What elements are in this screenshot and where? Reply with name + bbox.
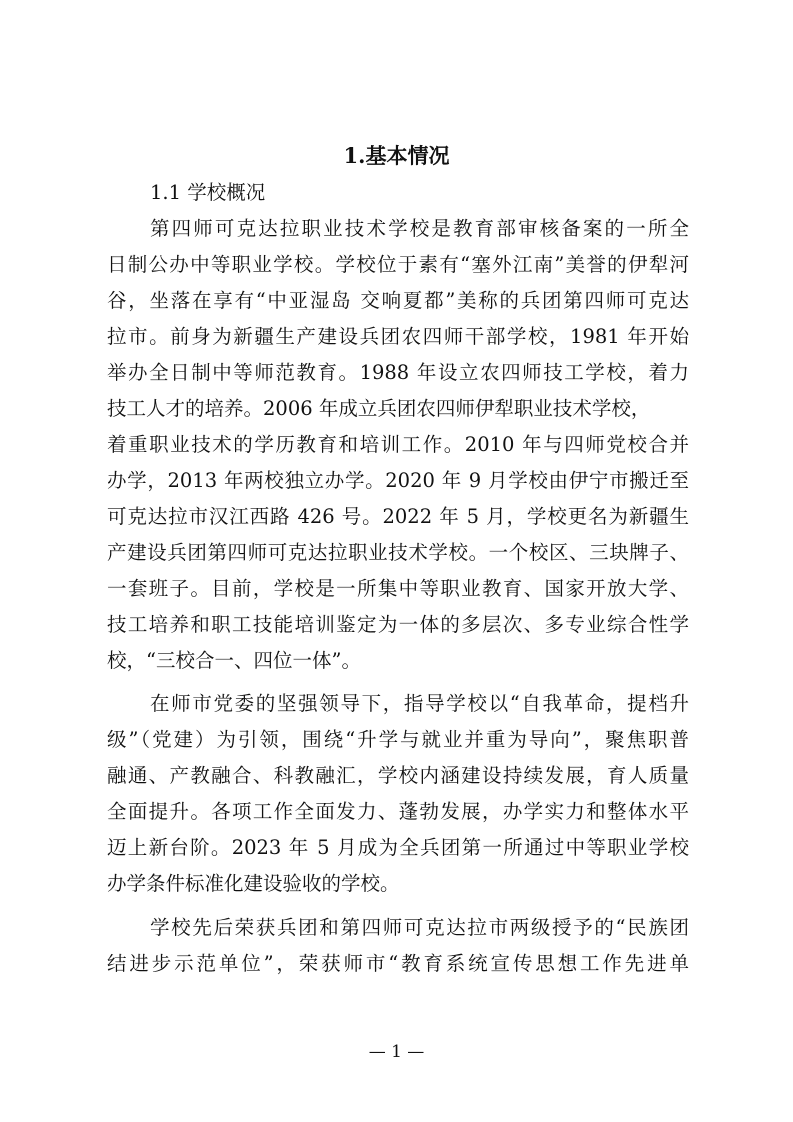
paragraph-2-line-4: 全面提升。各项工作全面发力、蓬勃发展，办学实力和整体水平 bbox=[107, 800, 689, 823]
paragraph-1-line-2: 日制公办中等职业学校。学校位于素有“塞外江南”美誉的伊犁河 bbox=[107, 253, 689, 276]
paragraph-1-line-9: 可克达拉市汉江西路 426 号。2022 年 5 月，学校更名为新疆生 bbox=[107, 505, 689, 528]
paragraph-3-line-2: 结进步示范单位”，荣获师市“教育系统宣传思想工作先进单 bbox=[107, 952, 689, 975]
paragraph-1-line-8: 办学，2013 年两校独立办学。2020 年 9 月学校由伊宁市搬迁至 bbox=[107, 469, 689, 492]
paragraph-1-line-11: 一套班子。目前，学校是一所集中等职业教育、国家开放大学、 bbox=[107, 577, 689, 600]
paragraph-2-line-1: 在师市党委的坚强领导下，指导学校以“自我革命，提档升 bbox=[150, 692, 689, 715]
paragraph-1-line-6: 技工人才的培养。2006 年成立兵团农四师伊犁职业技术学校， bbox=[107, 397, 651, 420]
paragraph-1-line-13: 校，“三校合一、四位一体”。 bbox=[107, 649, 361, 672]
paragraph-2-line-6: 办学条件标准化建设验收的学校。 bbox=[107, 872, 400, 895]
paragraph-1-line-5: 举办全日制中等师范教育。1988 年设立农四师技工学校，着力 bbox=[107, 361, 689, 384]
paragraph-1-line-3: 谷，坐落在享有“中亚湿岛 交响夏都”美称的兵团第四师可克达 bbox=[107, 289, 689, 312]
paragraph-1-line-1: 第四师可克达拉职业技术学校是教育部审核备案的一所全 bbox=[150, 217, 689, 240]
paragraph-2-line-3: 融通、产教融合、科教融汇，学校内涵建设持续发展，育人质量 bbox=[107, 764, 689, 787]
paragraph-1-line-10: 产建设兵团第四师可克达拉职业技术学校。一个校区、三块牌子、 bbox=[107, 541, 689, 564]
paragraph-1-line-7: 着重职业技术的学历教育和培训工作。2010 年与四师党校合并 bbox=[107, 433, 689, 456]
section-heading: 1.基本情况 bbox=[343, 143, 450, 168]
paragraph-2-line-5: 迈上新台阶。2023 年 5 月成为全兵团第一所通过中等职业学校 bbox=[107, 836, 689, 859]
paragraph-1-line-12: 技工培养和职工技能培训鉴定为一体的多层次、多专业综合性学 bbox=[107, 613, 689, 636]
paragraph-1-line-4: 拉市。前身为新疆生产建设兵团农四师干部学校，1981 年开始 bbox=[107, 325, 689, 348]
subsection-heading: 1.1 学校概况 bbox=[150, 181, 266, 204]
page-number: — 1 — bbox=[368, 1042, 425, 1062]
paragraph-3-line-1: 学校先后荣获兵团和第四师可克达拉市两级授予的“民族团 bbox=[150, 916, 689, 939]
paragraph-2-line-2: 级”（党建）为引领，围绕“升学与就业并重为导向”，聚焦职普 bbox=[107, 728, 689, 751]
